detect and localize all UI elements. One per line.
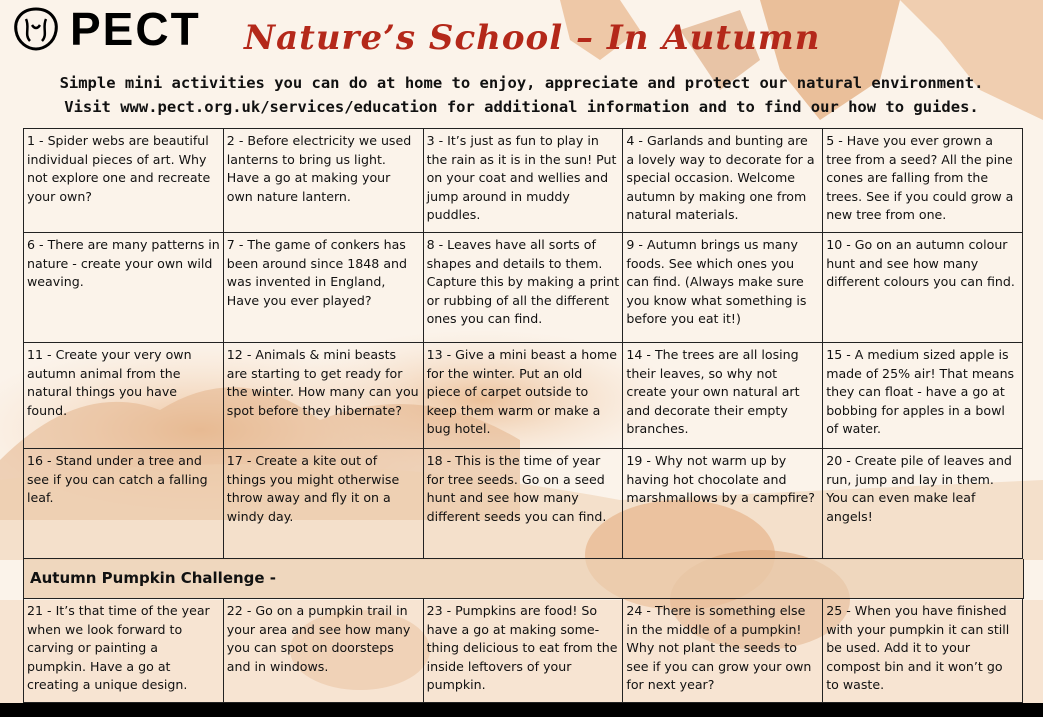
activity-cell: 17 - Create a kite out of things you might otherwise throw away and fly it on a windy day. — [224, 449, 424, 559]
activity-cell: 5 - Have you ever grown a tree from a seed? All the pine cones are falling from the trees. See if you could grow a new tree from one. — [823, 129, 1023, 233]
activity-cell: 3 - It’s just as fun to play in the rain as it is in the sun! Put on your coat and wellies and jump around in muddy puddles. — [424, 129, 624, 233]
activity-cell: 8 - Leaves have all sorts of shapes and details to them. Capture this by making a print or rubbing of all the different ones you can find. — [424, 233, 624, 343]
grid-row — [24, 233, 1023, 343]
activity-cell: 9 - Autumn brings us many foods. See which ones you can find. (Always make sure you know what something is before you eat it!) — [623, 233, 823, 343]
logo-text: PECT — [70, 3, 201, 55]
grid-row — [24, 129, 1023, 233]
activity-cell: 23 - Pumpkins are food! So have a go at making some-thing delicious to eat from the inside leftovers of your pumpkin. — [424, 599, 624, 703]
pumpkin-challenge-heading: Autumn Pumpkin Challenge - — [24, 559, 1024, 599]
activity-cell: 2 - Before electricity we used lanterns to bring us light. Have a go at making your own nature lantern. — [224, 129, 424, 233]
grid-row — [24, 343, 1023, 449]
activity-cell: 13 - Give a mini beast a home for the winter. Put an old piece of carpet outside to keep them warm or make a bug hotel. — [424, 343, 624, 449]
activity-cell: 19 - Why not warm up by having hot chocolate and marshmallows by a campfire? — [623, 449, 823, 559]
activity-cell: 1 - Spider webs are beautiful individual pieces of art. Why not explore one and recreate your own? — [24, 129, 224, 233]
activity-cell: 6 - There are many patterns in nature - create your own wild weaving. — [24, 233, 224, 343]
page-header — [0, 0, 1043, 128]
bottom-bar — [0, 703, 1043, 717]
activity-cell: 20 - Create pile of leaves and run, jump and lay in them. You can even make leaf angels! — [823, 449, 1023, 559]
activity-cell: 11 - Create your very own autumn animal from the natural things you have found. — [24, 343, 224, 449]
subtitle-line-1: Simple mini activities you can do at home to enjoy, appreciate and protect our natural environment. — [59, 74, 984, 92]
grid-row — [24, 449, 1023, 559]
activity-cell: 12 - Animals & mini beasts are starting to get ready for the winter. How many can you spot before they hibernate? — [224, 343, 424, 449]
pect-hands-logo-icon — [8, 5, 64, 53]
activity-cell: 25 - When you have finished with your pumpkin it can still be used. Add it to your compost bin and it won’t go to waste. — [823, 599, 1023, 703]
activity-cell: 24 - There is something else in the middle of a pumpkin! Why not plant the seeds to see if you can grow your own for next year? — [623, 599, 823, 703]
activity-cell: 22 - Go on a pumpkin trail in your area and see how many you can spot on doorsteps and in windows. — [224, 599, 424, 703]
activity-cell: 21 - It’s that time of the year when we look forward to carving or painting a pumpkin. Have a go at creating a unique design. — [24, 599, 224, 703]
pect-logo — [8, 2, 201, 56]
activity-cell: 18 - This is the time of year for tree seeds. Go on a seed hunt and see how many different seeds you can find. — [424, 449, 624, 559]
subtitle-line-2: Visit www.pect.org.uk/services/education for additional information and to find our how to guides. — [64, 98, 979, 116]
page-title: Nature’s School – In Autumn — [244, 18, 821, 58]
activity-cell: 16 - Stand under a tree and see if you can catch a falling leaf. — [24, 449, 224, 559]
activity-cell: 14 - The trees are all losing their leaves, so why not create your own natural art and decorate their empty branches. — [623, 343, 823, 449]
activity-cell: 15 - A medium sized apple is made of 25% air! That means they can float - have a go at bobbing for apples in a bowl of water. — [823, 343, 1023, 449]
grid-row — [24, 599, 1023, 703]
activity-cell: 7 - The game of conkers has been around since 1848 and was invented in England, Have you ever played? — [224, 233, 424, 343]
activity-cell: 4 - Garlands and bunting are a lovely way to decorate for a special occasion. Welcome autumn by making one from natural materials. — [623, 129, 823, 233]
activities-grid — [23, 128, 1023, 703]
activity-cell: 10 - Go on an autumn colour hunt and see how many different colours you can find. — [823, 233, 1023, 343]
